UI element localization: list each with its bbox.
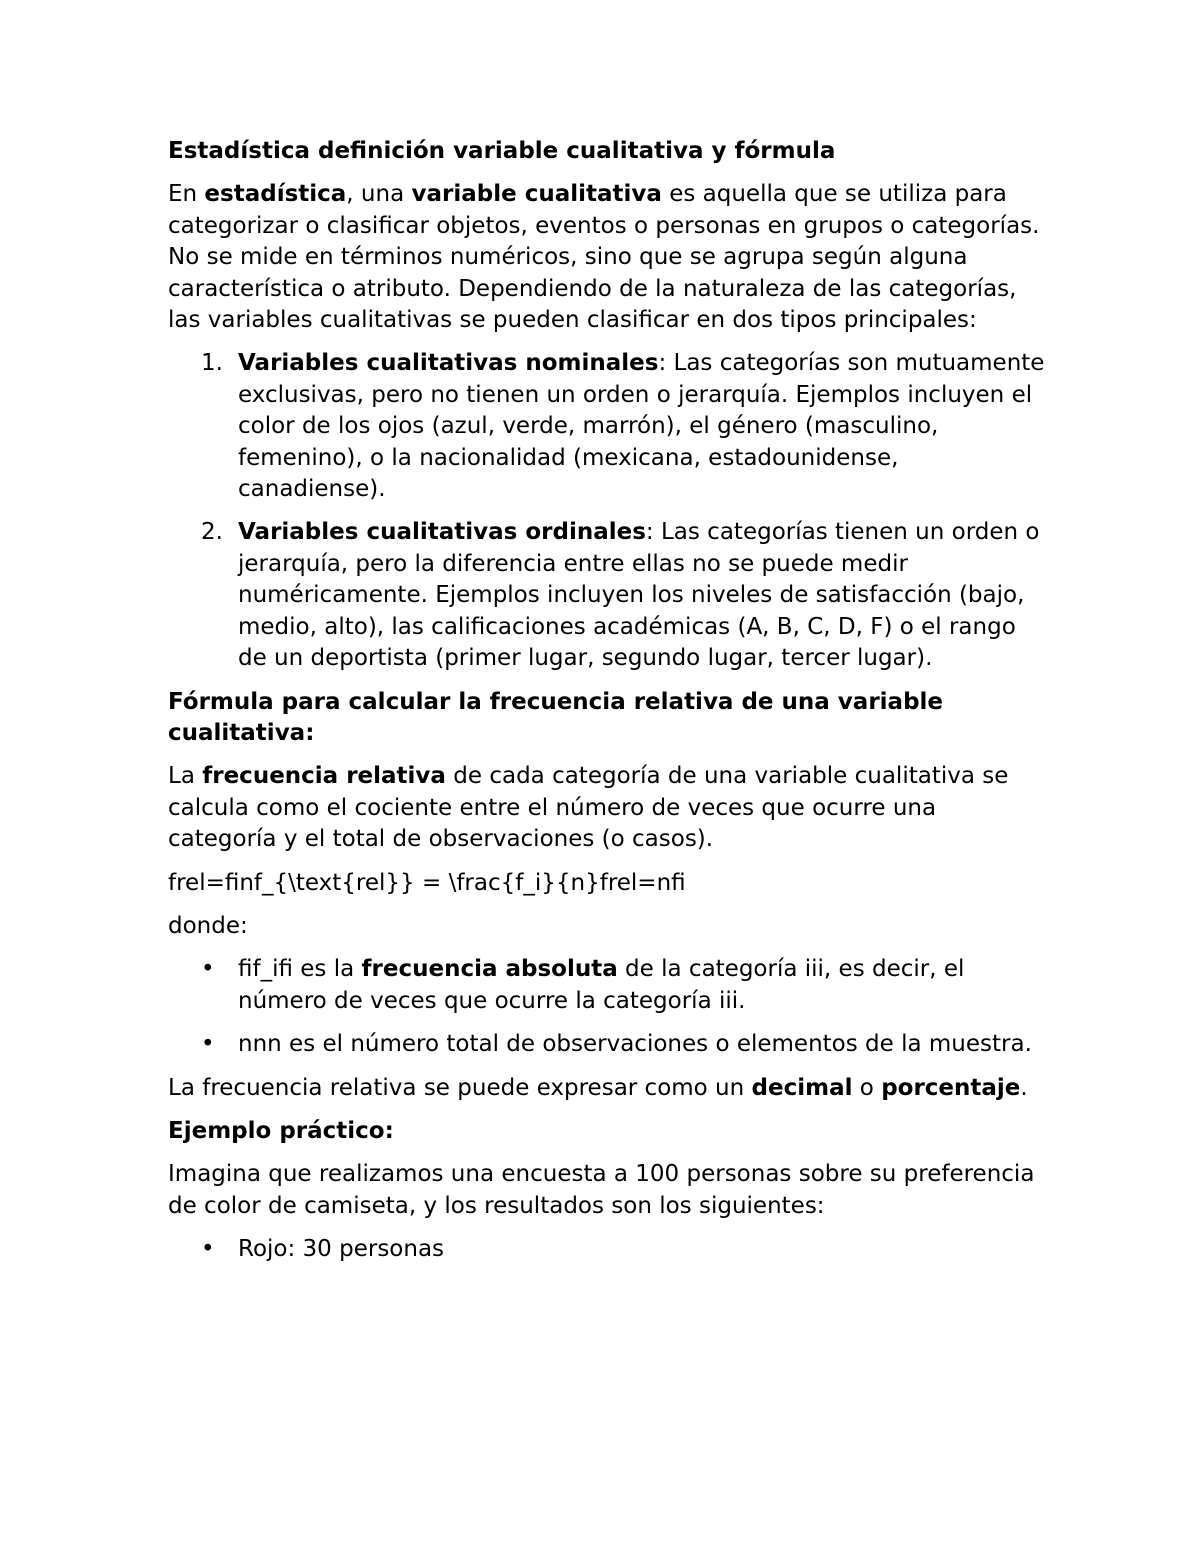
donde-label: donde: [168,912,248,939]
express-bold-1: decimal [751,1074,853,1101]
def-text-1: nnn es el número total de observaciones o elementos de la muestra. [238,1031,1032,1058]
intro-bold-1: estadística [204,181,347,208]
intro-paragraph [168,179,1048,336]
type-text: : Las categorías tienen un orden o jerarquía, pero la diferencia entre ellas no se puede medir numéricamente. Ejemplos incluyen los niveles de satisfacción (bajo, medio, alto), las calificaciones académicas (A, B, C, D, F) o el rango de un deportista (primer lugar, segundo lugar, tercer lugar). [238,519,1040,672]
example-paragraph: Imagina que realizamos una encuesta a 100 personas sobre su preferencia de color de camiseta, y los resultados son los siguientes: [168,1161,1035,1219]
document-title: Estadística definición variable cualitativa y fórmula [168,138,836,164]
list-item [168,1029,1048,1060]
def-text-2: de la categoría iii, es decir, el número de veces que ocurre la categoría iii. [238,956,965,1014]
list-number: 1. [201,350,223,377]
express-text-2: o [852,1074,882,1101]
express-bold-2: porcentaje [881,1074,1021,1101]
bullet-icon: • [201,956,215,983]
list-item [168,1234,1048,1265]
type-term: Variables cualitativas nominales [238,350,659,377]
frequency-paragraph [168,761,1048,855]
list-item [168,348,1048,505]
document-page [168,136,1048,1278]
intro-text-2: , una [346,181,412,208]
results-list [168,1234,1048,1265]
bullet-icon: • [201,1236,215,1263]
def-bold: frecuencia absoluta [361,956,618,983]
formula-line: frel=finf_{\text{rel}} = \frac{f_i}{n}frel=nfi [168,869,686,896]
example-heading: Ejemplo práctico: [168,1117,394,1144]
def-text-1: fif_ifi es la [238,956,362,983]
express-text-1: La frecuencia relativa se puede expresar como un [168,1074,752,1101]
list-number: 2. [201,519,223,546]
result-text: Rojo: 30 personas [238,1236,445,1263]
formula-heading: Fórmula para calcular la frecuencia relativa de una variable cualitativa: [168,688,944,746]
freq-text-2: de cada categoría de una variable cualitativa se calcula como el cociente entre el número de veces que ocurre una categoría y el total de observaciones (o casos). [168,763,1009,853]
intro-text-1: En [168,181,205,208]
freq-bold-1: frecuencia relativa [202,763,446,790]
list-item [168,954,1048,1017]
type-term: Variables cualitativas ordinales [238,519,646,546]
types-list [168,348,1048,674]
type-text: : Las categorías son mutuamente exclusivas, pero no tienen un orden o jerarquía. Ejemplos incluyen el color de los ojos (azul, verde, marrón), el género (masculino, femenino), o la nacionalidad (mexicana, estadounidense, canadiense). [238,350,1045,503]
express-text-3: . [1020,1074,1028,1101]
list-item [168,517,1048,674]
intro-bold-2: variable cualitativa [411,181,662,208]
definitions-list [168,954,1048,1060]
bullet-icon: • [201,1031,215,1058]
freq-text-1: La [168,763,203,790]
intro-text-3: es aquella que se utiliza para categorizar o clasificar objetos, eventos o personas en grupos o categorías. No se mide en términos numéricos, sino que se agrupa según alguna característica o atributo. Dependiendo de la naturaleza de las categorías, las variables cualitativas se pueden clasificar en dos tipos principales: [168,181,1040,334]
express-paragraph [168,1073,1048,1104]
